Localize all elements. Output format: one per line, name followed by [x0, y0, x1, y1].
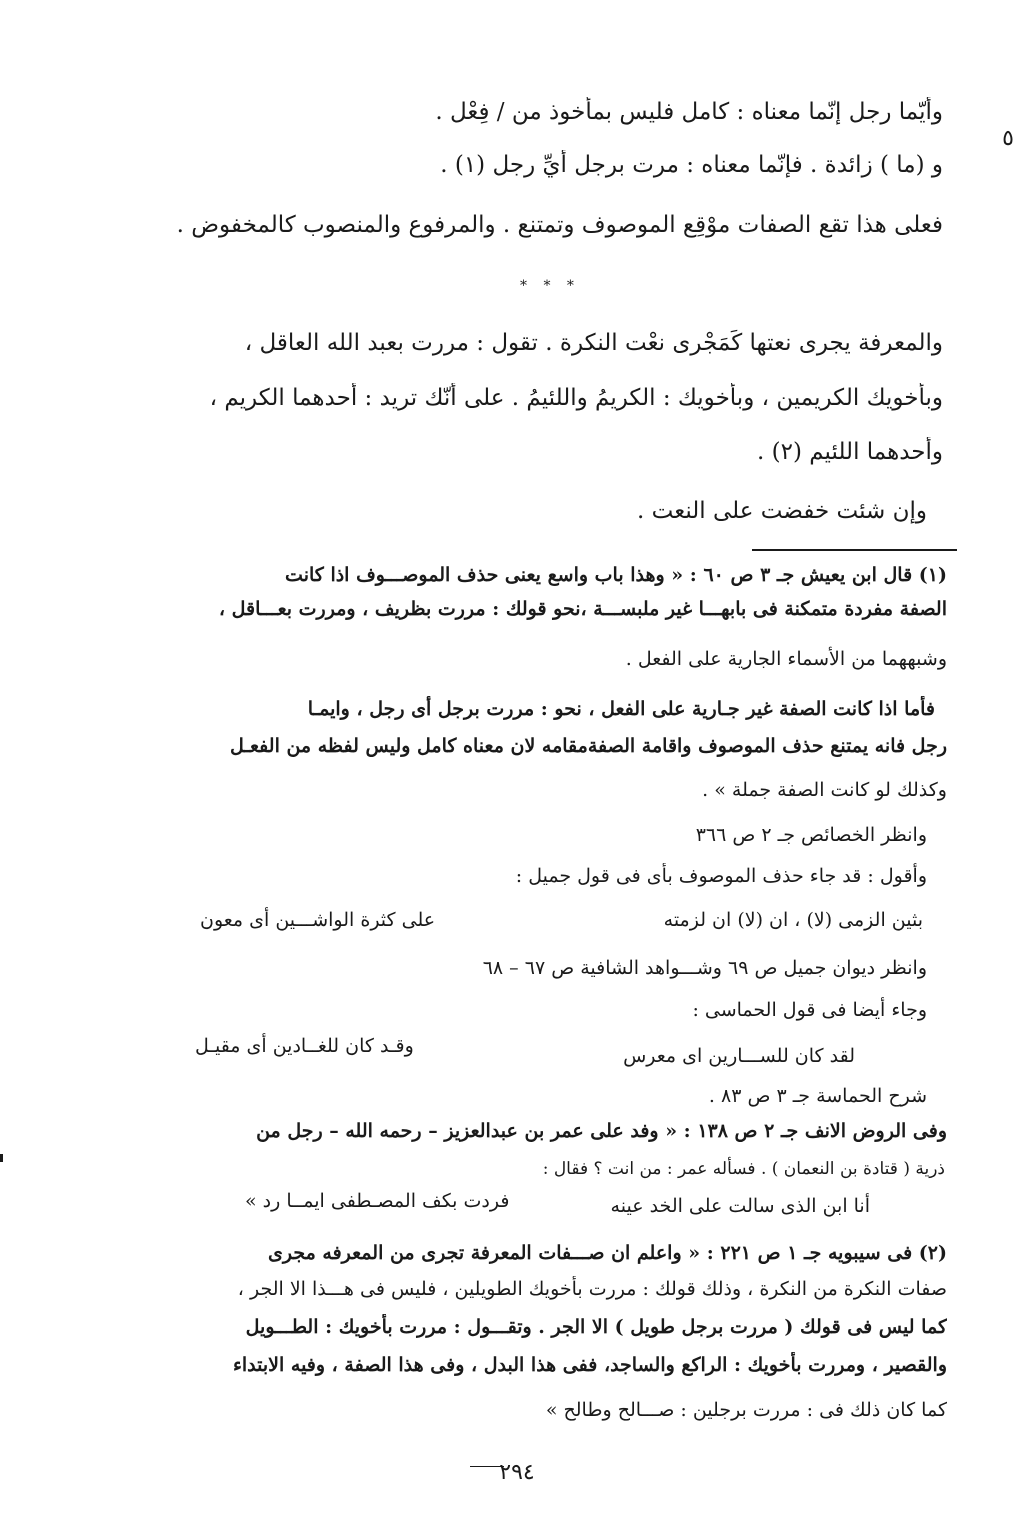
- verse2-first-hemistich: لقد كان للســـارين اى معرس: [623, 1045, 855, 1067]
- footnote1-end-3: ذرية ( قتادة بن النعمان ) . فسأله عمر : من انت ؟ فقال :: [542, 1159, 945, 1179]
- footnote2-line-1: (٢) فى سيبويه جـ ١ ص ٢٢١ : « واعلم ان صـــفات المعرفة تجرى من المعرفه مجرى: [267, 1242, 947, 1264]
- footnote1-mid-2: وجاء أيضا فى قول الحماسى :: [692, 999, 927, 1021]
- footnote1-line-8: وأقول : قد جاء حذف الموصوف بأى فى قول جميل :: [515, 865, 927, 887]
- footnote2-line-5: كما كان ذلك فى : مررت برجلين : صـــالح وطالح »: [545, 1399, 947, 1421]
- para2-line-3: وأحدهما اللئيم (٢) .: [757, 439, 943, 465]
- verse1-second-hemistich: على كثرة الواشـــين أى معون: [200, 909, 436, 931]
- main-line-1: وأيّما رجل إنّما معناه : كامل فليس بمأخوذ من / فِعْل .: [435, 99, 943, 125]
- verse2-second-hemistich: وقـد كان للغــادين أى مقيـل: [195, 1035, 414, 1057]
- footnote1-line-3: وشبههما من الأسماء الجارية على الفعل .: [625, 648, 947, 670]
- verse3-first-hemistich: أنا ابن الذى سالت على الخد عينه: [610, 1195, 870, 1217]
- page-number: ٢٩٤: [499, 1460, 535, 1485]
- footnote1-line-2: الصفة مفردة متمكنة فى بابهـــا غير ملبســـة ،نحو قولك : مررت بظريف ، ومررت بعـــاقل ،: [218, 598, 947, 620]
- footnote1-line-5: رجل فانه يمتنع حذف الموصوف واقامة الصفةمقامه لان معناه كامل وليس لفظه من الفعـل: [230, 735, 947, 757]
- section-separator: * * *: [520, 278, 580, 294]
- footnote1-line-1: (١) قال ابن يعيش جـ ٣ ص ٦٠ : « وهذا باب واسع يعنى حذف الموصـــوف اذا كانت: [285, 564, 947, 586]
- margin-speck: [0, 1154, 3, 1162]
- footnote1-end-1: شرح الحماسة جـ ٣ ص ٨٣ .: [708, 1085, 927, 1107]
- footnote1-line-6: وكذلك لو كانت الصفة جملة » .: [702, 779, 947, 801]
- margin-mark: ٥: [1002, 126, 1014, 151]
- para2-line-2: وبأخويك الكريمين ، وبأخويك : الكريمُ واللئيمُ . على أنّك تريد : أحدهما الكريم ،: [209, 385, 943, 411]
- verse3-second-hemistich: فردت بكف المصـطفى ايمــا رد »: [245, 1190, 510, 1212]
- footnote1-end-2: وفى الروض الانف جـ ٢ ص ١٣٨ : « وفد على عمر بن عبدالعزيز – رحمه الله – رجل من: [256, 1120, 947, 1142]
- para2-line-4: وإن شئت خفضت على النعت .: [637, 498, 927, 524]
- footnote2-line-3: كما ليس فى قولك ( مررت برجل طويل ) الا الجر . وتقـــول : مررت بأخويك : الطـــويل: [245, 1316, 947, 1338]
- main-line-3: فعلى هذا تقع الصفات موْقِع الموصوف وتمتنع . والمرفوع والمنصوب كالمخفوض .: [176, 212, 943, 238]
- footnote1-line-4: فأما اذا كانت الصفة غير جـارية على الفعل ، نحو : مررت برجل أى رجل ، وايمـا: [307, 698, 935, 720]
- footnote-separator-rule: [752, 549, 957, 551]
- footnote2-line-4: والقصير ، ومررت بأخويك : الراكع والساجد، ففى هذا البدل ، وفى هذا الصفة ، وفيه الابتداء: [232, 1354, 947, 1376]
- footnote1-line-7: وانظر الخصائص جـ ٢ ص ٣٦٦: [695, 824, 927, 846]
- verse1-first-hemistich: بثين الزمى (لا) ، ان (لا) ان لزمته: [663, 909, 923, 931]
- footnote1-mid-1: وانظر ديوان جميل ص ٦٩ وشـــواهد الشافية ص ٦٧ – ٦٨: [482, 957, 927, 979]
- footnote2-line-2: صفات النكرة من النكرة ، وذلك قولك : مررت بأخويك الطويلين ، فليس فى هـــذا الا الجر ،: [237, 1278, 947, 1300]
- main-line-2: و (ما ) زائدة . فإنّما معناه : مرت برجل أيِّ رجل (١) .: [440, 152, 943, 178]
- para2-line-1: والمعرفة يجرى نعتها كَمَجْرى نعْت النكرة . تقول : مررت بعبد الله العاقل ،: [244, 330, 943, 356]
